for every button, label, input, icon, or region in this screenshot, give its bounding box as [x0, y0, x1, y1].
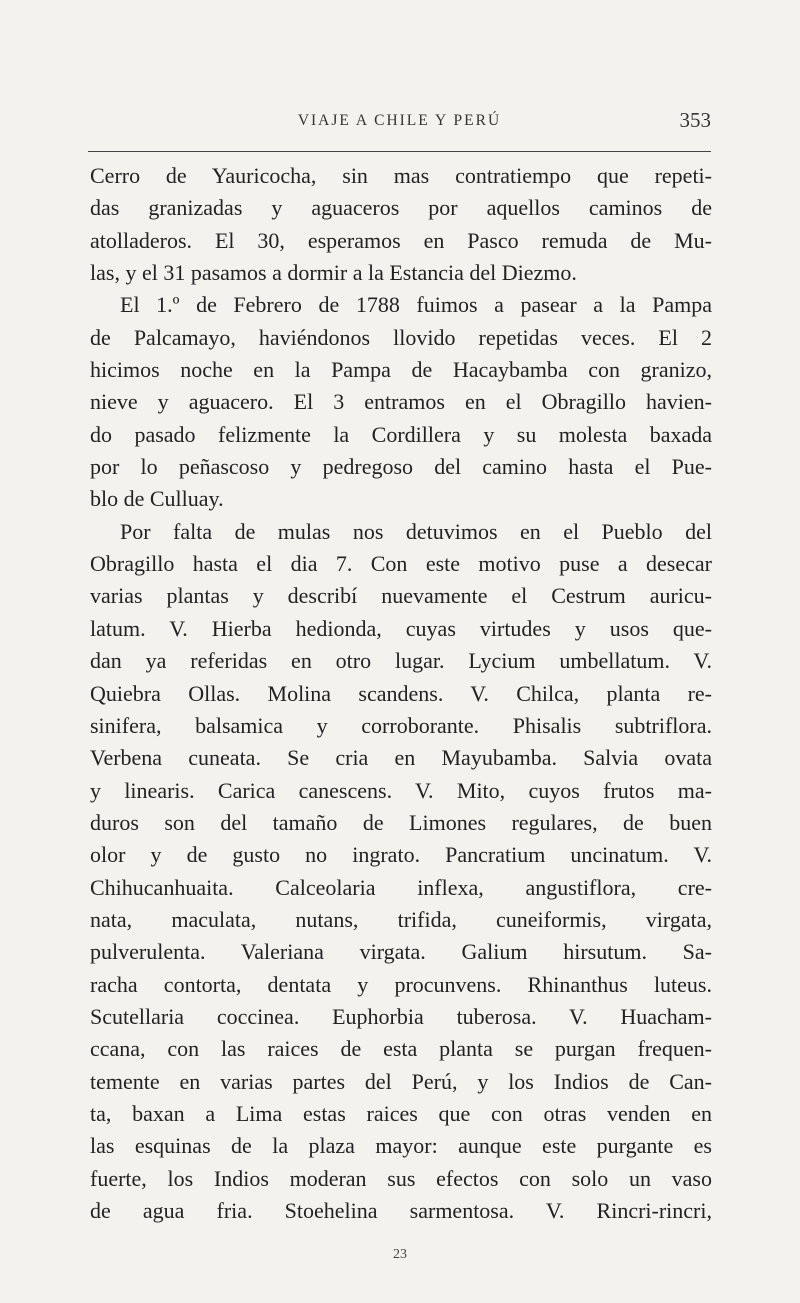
text-line: atolladeros. El 30, esperamos en Pasco remuda de Mu-	[90, 227, 712, 253]
text-line: y linearis. Carica canescens. V. Mito, cuyos frutos ma-	[90, 777, 712, 803]
text-line: El 1.º de Febrero de 1788 fuimos a pasear a la Pampa	[120, 292, 712, 318]
text-line: Por falta de mulas nos detuvimos en el Pueblo del	[120, 518, 712, 544]
text-line: latum. V. Hierba hedionda, cuyas virtudes y usos que-	[90, 615, 712, 641]
page-number: 353	[679, 108, 711, 132]
text-line: dan ya referidas en otro lugar. Lycium umbellatum. V.	[90, 648, 712, 674]
text-line: blo de Culluay.	[90, 486, 224, 512]
text-line: das granizadas y aguaceros por aquellos caminos de	[90, 195, 712, 221]
text-line: Chihucanhuaita. Calceolaria inflexa, angustiflora, cre-	[90, 874, 712, 900]
text-line: las esquinas de la plaza mayor: aunque este purgante es	[90, 1133, 712, 1159]
body-text	[90, 160, 712, 1227]
text-line: Verbena cuneata. Se cria en Mayubamba. Salvia ovata	[90, 745, 712, 771]
text-line: duros son del tamaño de Limones regulares, de buen	[90, 809, 712, 835]
running-head-title: VIAJE A CHILE Y PERÚ	[297, 112, 502, 129]
text-line: olor y de gusto no ingrato. Pancratium uncinatum. V.	[90, 842, 712, 868]
text-line: las, y el 31 pasamos a dormir a la Estancia del Diezmo.	[90, 260, 577, 286]
text-line: Quiebra Ollas. Molina scandens. V. Chilca, planta re-	[90, 680, 712, 706]
text-line: do pasado felizmente la Cordillera y su molesta baxada	[90, 421, 712, 447]
text-line: hicimos noche en la Pampa de Hacaybamba con granizo,	[90, 357, 712, 383]
text-line: temente en varias partes del Perú, y los Indios de Can-	[90, 1068, 712, 1094]
text-line: ta, baxan a Lima estas raices que con otras venden en	[90, 1100, 712, 1126]
text-line: Cerro de Yauricocha, sin mas contratiempo que repeti-	[90, 163, 712, 188]
signature-mark: 23	[393, 1247, 407, 1262]
text-line: nieve y aguacero. El 3 entramos en el Obragillo havien-	[90, 389, 712, 415]
text-line: de agua fria. Stoehelina sarmentosa. V. Rincri-rincri,	[90, 1198, 712, 1223]
header-rule	[88, 151, 711, 152]
text-line: sinifera, balsamica y corroborante. Phisalis subtriflora.	[90, 712, 712, 738]
text-line: fuerte, los Indios moderan sus efectos con solo un vaso	[90, 1165, 712, 1191]
text-line: Obragillo hasta el dia 7. Con este motivo puse a desecar	[90, 551, 712, 577]
text-line: por lo peñascoso y pedregoso del camino hasta el Pue-	[90, 454, 712, 480]
running-head	[88, 108, 711, 142]
text-line: Scutellaria coccinea. Euphorbia tuberosa. V. Huacham-	[90, 1003, 712, 1029]
text-line: de Palcamayo, haviéndonos llovido repetidas veces. El 2	[90, 324, 712, 350]
text-line: varias plantas y describí nuevamente el Cestrum auricu-	[90, 583, 712, 609]
text-line: nata, maculata, nutans, trifida, cuneiformis, virgata,	[90, 906, 712, 932]
text-line: racha contorta, dentata y procunvens. Rhinanthus luteus.	[90, 971, 712, 997]
text-line: ccana, con las raices de esta planta se purgan frequen-	[90, 1036, 712, 1062]
text-line: pulverulenta. Valeriana virgata. Galium hirsutum. Sa-	[90, 939, 712, 965]
